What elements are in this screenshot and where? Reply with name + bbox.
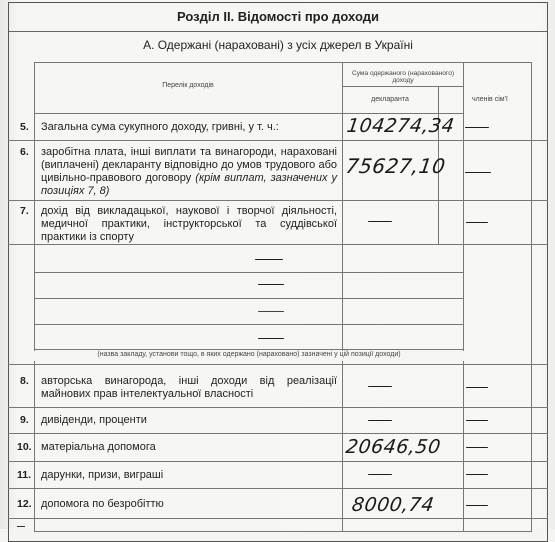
inst-dash-2	[258, 284, 284, 285]
family-header: членів сім'ї	[472, 96, 508, 103]
row-5-number: 5.	[20, 121, 29, 133]
inst-dash-3	[258, 311, 284, 312]
row-9-declarant-dash	[368, 420, 392, 421]
title-divider	[9, 31, 547, 32]
row-8-label: авторська винагорода, інші доходи від реалізації майнових прав інтелектуальної власності	[41, 375, 337, 400]
row-7-number: 7.	[20, 205, 29, 217]
row-13-number-stub	[17, 522, 27, 528]
row-5-family-dash	[465, 127, 489, 128]
row-6-text: заробітна плата, інші виплати та винагороди, нараховані (виплачені) декларанту відповідно до умов трудового або цивільно-правового договору	[41, 146, 337, 184]
row-11-bottom	[8, 488, 548, 489]
header-subline	[342, 86, 464, 87]
row-9-label: дивіденди, проценти	[41, 414, 147, 426]
row-6-bottom	[8, 200, 548, 201]
row-11-declarant-dash	[368, 474, 392, 475]
row-7-bottom	[8, 244, 548, 245]
subsection-title: А. Одержані (нараховані) з усіх джерел в Україні	[143, 38, 413, 52]
row-8-bottom	[8, 407, 548, 408]
row-8-family-dash	[466, 387, 488, 388]
row-5-bottom	[8, 140, 548, 141]
institution-note: (назва закладу, установи тощо, в яких одержано (нараховано) зазначені у цій позиції доходи)	[34, 351, 464, 361]
row-11-label: дарунки, призи, виграші	[41, 469, 164, 481]
amount-header: Сума одержаного (нарахованого) доходу	[351, 70, 455, 84]
header-bottom	[34, 113, 464, 114]
row-6-declarant-value: 75627,10	[344, 154, 448, 178]
row-12-number: 12.	[17, 498, 32, 510]
row-10-label: матеріальна допомога	[41, 441, 156, 453]
row-9-family-dash	[466, 420, 488, 421]
row-9-bottom	[8, 433, 548, 434]
row-10-declarant-value: 20646,50	[344, 436, 443, 458]
row-12-bottom	[8, 518, 548, 519]
inst-line-4	[34, 349, 464, 350]
inst-dash-4	[258, 338, 284, 339]
row-6-label	[41, 146, 337, 198]
row-6-number: 6.	[20, 146, 29, 158]
inst-line-1	[34, 272, 464, 273]
row-11-number: 11.	[17, 469, 32, 481]
inst-note-bottom	[8, 364, 548, 365]
inst-line-3	[34, 324, 464, 325]
row-12-declarant-value: 8000,74	[350, 494, 436, 516]
row-12-label: допомога по безробіттю	[41, 498, 164, 510]
row-8-number: 8.	[20, 375, 29, 387]
list-header: Перелік доходів	[162, 82, 214, 89]
row-8-declarant-dash	[368, 386, 392, 387]
declarant-header: декларанта	[371, 96, 409, 103]
inst-dash-1	[255, 259, 283, 260]
inst-line-2	[34, 298, 464, 299]
row-11-family-dash	[466, 474, 488, 475]
row-5-declarant-value: 104274,34	[345, 115, 456, 137]
row-6-family-dash	[465, 172, 491, 173]
row-7-declarant-dash	[368, 221, 392, 222]
row-5-label: Загальна сума сукупного доходу, гривні, у т. ч.:	[41, 121, 279, 133]
row-10-bottom	[8, 461, 548, 462]
row-10-number: 10.	[17, 441, 32, 453]
row-7-family-dash	[466, 222, 488, 223]
section-title: Розділ ІІ. Відомості про доходи	[177, 9, 379, 24]
row-9-number: 9.	[20, 414, 29, 426]
row-6-italic-note: (крім виплат, зазначених у позиціях 7, 8)	[41, 172, 337, 197]
row-10-family-dash	[466, 447, 488, 448]
row-12-family-dash	[466, 505, 488, 506]
row-7-label: дохід від викладацької, наукової і творчої діяльності, медичної практики, інструкторської та суддівської практики із спорту	[41, 205, 337, 243]
